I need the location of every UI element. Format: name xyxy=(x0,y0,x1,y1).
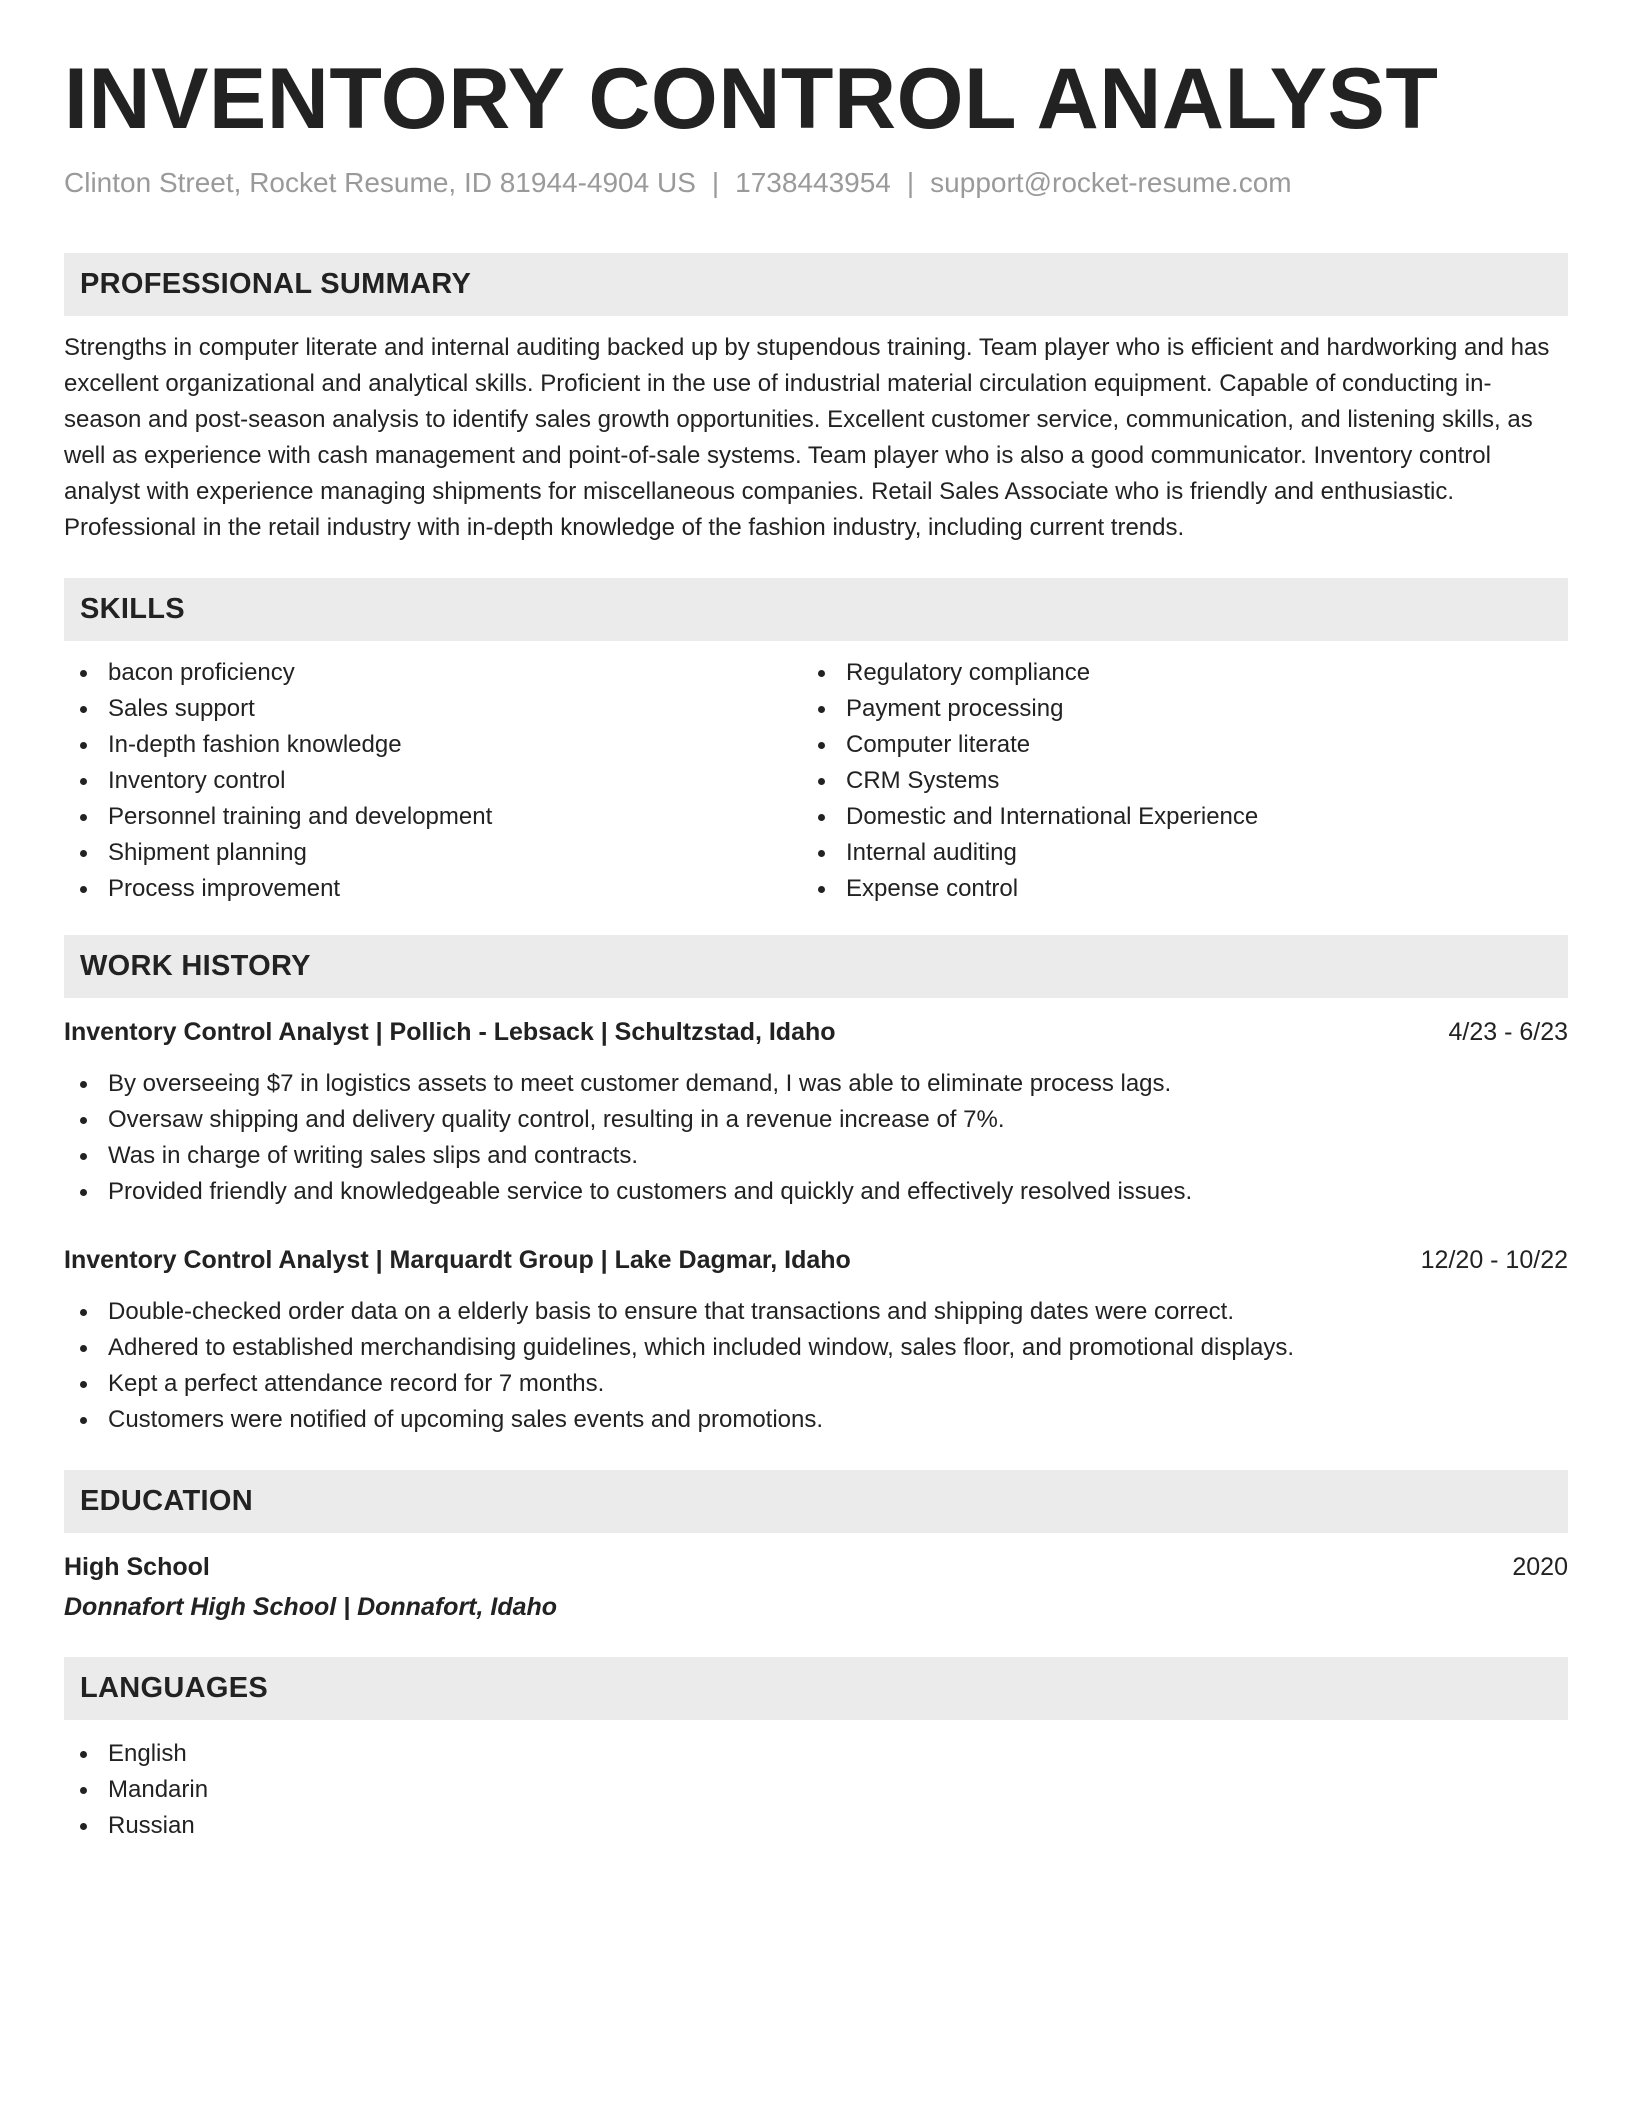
contact-address: Clinton Street, Rocket Resume, ID 81944-4904 US xyxy=(64,166,696,198)
skill-item: Internal auditing xyxy=(802,835,1540,871)
summary-text: Strengths in computer literate and internal auditing backed up by stupendous training. Team player who is efficient and hardworking and has excellent organizational and analytical skills. Proficient in the use of industrial material circulation equipment. Capable of conducting in-season and post-season analysis to identify sales growth opportunities. Excellent customer service, communication, and listening skills, as well as experience with cash management and point-of-sale systems. Team player who is also a good communicator. Inventory control analyst with experience managing shipments for miscellaneous companies. Retail Sales Associate who is friendly and enthusiastic. Professional in the retail industry with in-depth knowledge of the fashion industry, including current trends. xyxy=(64,333,1550,541)
job-heading-row xyxy=(64,1242,1568,1278)
job-bullet: By overseeing $7 in logistics assets to meet customer demand, I was able to eliminate process lags. xyxy=(64,1066,1568,1102)
job-bullet: Oversaw shipping and delivery quality control, resulting in a revenue increase of 7%. xyxy=(64,1102,1568,1138)
contact-line xyxy=(64,165,1568,201)
skills-list-left xyxy=(64,655,802,907)
skill-item: bacon proficiency xyxy=(64,655,802,691)
job-bullet: Was in charge of writing sales slips and contracts. xyxy=(64,1138,1568,1174)
job-entry xyxy=(64,1242,1568,1438)
skill-item: Computer literate xyxy=(802,727,1540,763)
education-heading-row xyxy=(64,1549,1568,1585)
skill-item: Inventory control xyxy=(64,763,802,799)
skills-column-left xyxy=(64,655,802,907)
job-title: Inventory Control Analyst | Marquardt Group | Lake Dagmar, Idaho xyxy=(64,1245,851,1274)
skill-item: In-depth fashion knowledge xyxy=(64,727,802,763)
education-degree: High School xyxy=(64,1552,210,1581)
job-bullet: Double-checked order data on a elderly basis to ensure that transactions and shipping dates were correct. xyxy=(64,1294,1568,1330)
job-dates: 12/20 - 10/22 xyxy=(1420,1245,1568,1274)
contact-separator: | xyxy=(906,166,915,198)
education-year: 2020 xyxy=(1512,1552,1568,1581)
section-header-education: EDUCATION xyxy=(64,1470,1568,1533)
skill-item: Regulatory compliance xyxy=(802,655,1540,691)
contact-separator: | xyxy=(711,166,720,198)
section-header-skills: SKILLS xyxy=(64,578,1568,641)
job-bullet: Kept a perfect attendance record for 7 months. xyxy=(64,1366,1568,1402)
language-item: English xyxy=(64,1736,1568,1772)
contact-phone: 1738443954 xyxy=(735,166,891,198)
languages-list xyxy=(64,1736,1568,1844)
skills-grid xyxy=(64,655,1568,907)
language-item: Mandarin xyxy=(64,1772,1568,1808)
job-bullets xyxy=(64,1294,1568,1438)
section-header-languages: LANGUAGES xyxy=(64,1657,1568,1720)
education-entry xyxy=(64,1549,1568,1625)
skill-item: Process improvement xyxy=(64,871,802,907)
candidate-name: INVENTORY CONTROL ANALYST xyxy=(64,51,1439,147)
skill-item: CRM Systems xyxy=(802,763,1540,799)
section-header-work-history: WORK HISTORY xyxy=(64,935,1568,998)
job-dates: 4/23 - 6/23 xyxy=(1448,1017,1568,1046)
skill-item: Domestic and International Experience xyxy=(802,799,1540,835)
skill-item: Shipment planning xyxy=(64,835,802,871)
job-bullet: Adhered to established merchandising guidelines, which included window, sales floor, and promotional displays. xyxy=(64,1330,1568,1366)
skill-item: Sales support xyxy=(64,691,802,727)
job-bullets xyxy=(64,1066,1568,1210)
job-title: Inventory Control Analyst | Pollich - Lebsack | Schultzstad, Idaho xyxy=(64,1017,836,1046)
job-entry xyxy=(64,1014,1568,1210)
job-bullet: Customers were notified of upcoming sales events and promotions. xyxy=(64,1402,1568,1438)
contact-email: support@rocket-resume.com xyxy=(930,166,1292,198)
job-heading-row xyxy=(64,1014,1568,1050)
education-school: Donnafort High School | Donnafort, Idaho xyxy=(64,1592,558,1621)
skill-item: Personnel training and development xyxy=(64,799,802,835)
section-header-summary: PROFESSIONAL SUMMARY xyxy=(64,253,1568,316)
skills-list-right xyxy=(802,655,1540,907)
language-item: Russian xyxy=(64,1808,1568,1844)
job-bullet: Provided friendly and knowledgeable service to customers and quickly and effectively resolved issues. xyxy=(64,1174,1568,1210)
skill-item: Payment processing xyxy=(802,691,1540,727)
skill-item: Expense control xyxy=(802,871,1540,907)
skills-column-right xyxy=(802,655,1540,907)
